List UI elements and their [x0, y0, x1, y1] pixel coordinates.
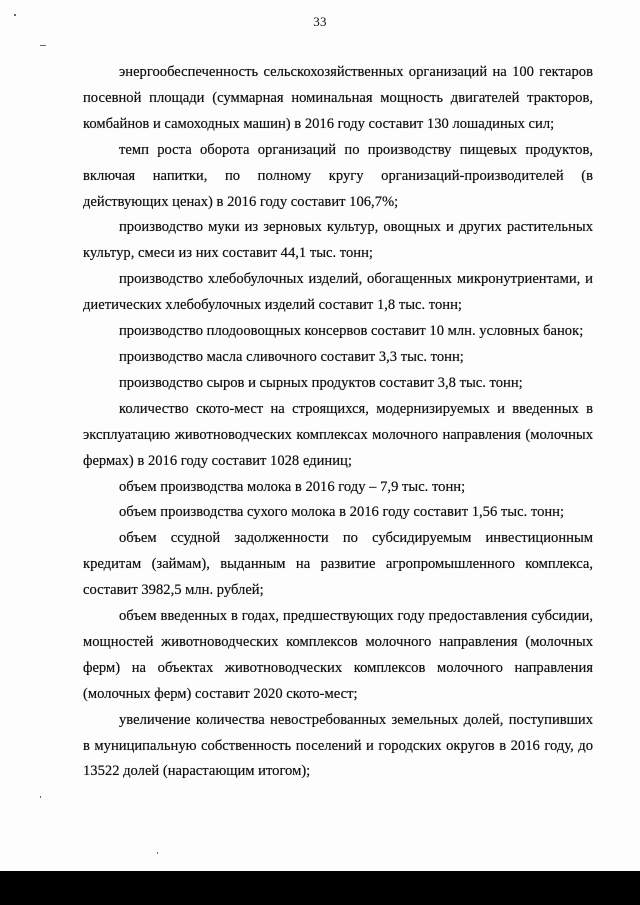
- scan-bottom-border: [0, 871, 640, 905]
- paragraph-milk-production: объем производства молока в 2016 году – 7,9 тыс. тонн;: [119, 478, 466, 495]
- paragraph-energy-supply: энергообеспеченность сельскохозяйственных организаций на 100 гектаров посевной площади (суммарная номинальная мощность двигателей тракторов, комбайнов и самоходных машин) в 2016 году составит 130 лошадиных сил;: [83, 64, 593, 132]
- scan-artifact-mark: [14, 14, 16, 16]
- paragraph-canned-vegetables: производство плодоовощных консервов составит 10 млн. условных банок;: [119, 323, 584, 340]
- paragraph-dairy-capacity: объем введенных в годах, предшествующих году предоставления субсидии, мощностей животноводческих комплексов молочного направления (молочных ферм) на объектах животноводческих комплексов молочного направления (молочных ферм) составит 2020 ското-мест;: [83, 608, 593, 702]
- scan-artifact-mark: [40, 796, 41, 798]
- paragraph-bakery-production: производство хлебобулочных изделий, обогащенных микронутриентами, и диетических хлебобулочных изделий составит 1,8 тыс. тонн;: [83, 271, 593, 314]
- paragraph-cheese-production: производство сыров и сырных продуктов составит 3,8 тыс. тонн;: [119, 374, 523, 391]
- paragraph-loan-debt: объем ссудной задолженности по субсидируемым инвестиционным кредитам (займам), выданным на развитие агропромышленного комплекса, составит 3982,5 млн. рублей;: [83, 530, 593, 599]
- paragraph-livestock-places: количество ското-мест на строящихся, модернизируемых и введенных в эксплуатацию животноводческих комплексах молочного направления (молочных фермах) в 2016 году составит 1028 единиц;: [83, 400, 593, 469]
- paragraph-food-turnover: темп роста оборота организаций по производству пищевых продуктов, включая напитки, по полному кругу организаций-производителей (в действующих ценах) в 2016 году составит 106,7%;: [83, 141, 593, 210]
- paragraph-land-shares: увеличение количества невостребованных земельных долей, поступивших в муниципальную собственность поселений и городских округов в 2016 году, до 13522 долей (нарастающим итогом);: [83, 711, 593, 780]
- paragraph-butter-production: производство масла сливочного составит 3,3 тыс. тонн;: [119, 348, 464, 365]
- scan-artifact-mark: [157, 852, 158, 854]
- paragraph-flour-production: производство муки из зерновых культур, овощных и других растительных культур, смеси из них составит 44,1 тыс. тонн;: [83, 219, 593, 262]
- document-body: [83, 60, 593, 785]
- scan-artifact-dash: [40, 45, 46, 46]
- page-number: 33: [313, 14, 327, 29]
- paragraph-dry-milk-production: объем производства сухого молока в 2016 году составит 1,56 тыс. тонн;: [119, 504, 565, 521]
